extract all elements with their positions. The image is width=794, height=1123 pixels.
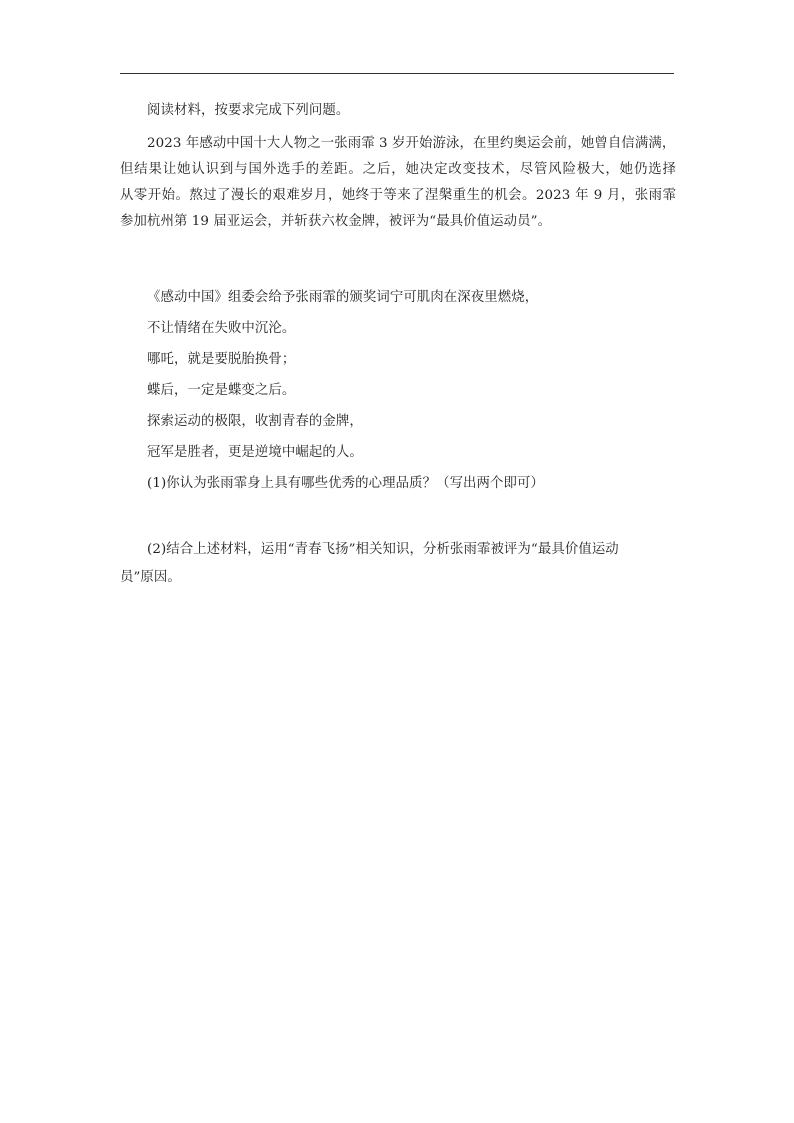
material-line-2: 但结果让她认识到与国外选手的差距。之后，她决定改变技术，尽管风险极大，她仍选择 [120,162,676,177]
material-line-3: 从零开始。熬过了漫长的艰难岁月，她终于等来了涅槃重生的机会。2023 年 9 月，张雨霏 [120,188,676,203]
award-line-3: 哪吒，就是要脱胎换骨； [147,352,296,367]
award-line-6: 冠军是胜者，更是逆境中崛起的人。 [147,445,363,460]
question-2-line-2: 员”原因。 [120,570,181,585]
award-line-4: 蝶后，一定是蝶变之后。 [147,383,296,398]
question-1: (1)你认为张雨霏身上具有哪些优秀的心理品质？（写出两个即可） [147,476,545,491]
header-rule [120,73,674,74]
material-line-1: 2023 年感动中国十大人物之一张雨霏 3 岁开始游泳，在里约奥运会前，她曾自信满满， [147,136,676,151]
award-line-5: 探索运动的极限，收割青春的金牌， [147,414,363,429]
award-line-1: 《感动中国》组委会给予张雨霏的颁奖词宁可肌肉在深夜里燃烧， [147,290,539,305]
award-line-2: 不让情绪在失败中沉沦。 [147,321,296,336]
question-2-line-1: (2)结合上述材料，运用“青春飞扬”相关知识，分析张雨霏被评为“最具价值运动 [147,542,619,557]
material-line-4: 参加杭州第 19 届亚运会，并斩获六枚金牌，被评为“最具价值运动员”。 [120,214,552,229]
instruction-text: 阅读材料，按要求完成下列问题。 [147,103,350,118]
